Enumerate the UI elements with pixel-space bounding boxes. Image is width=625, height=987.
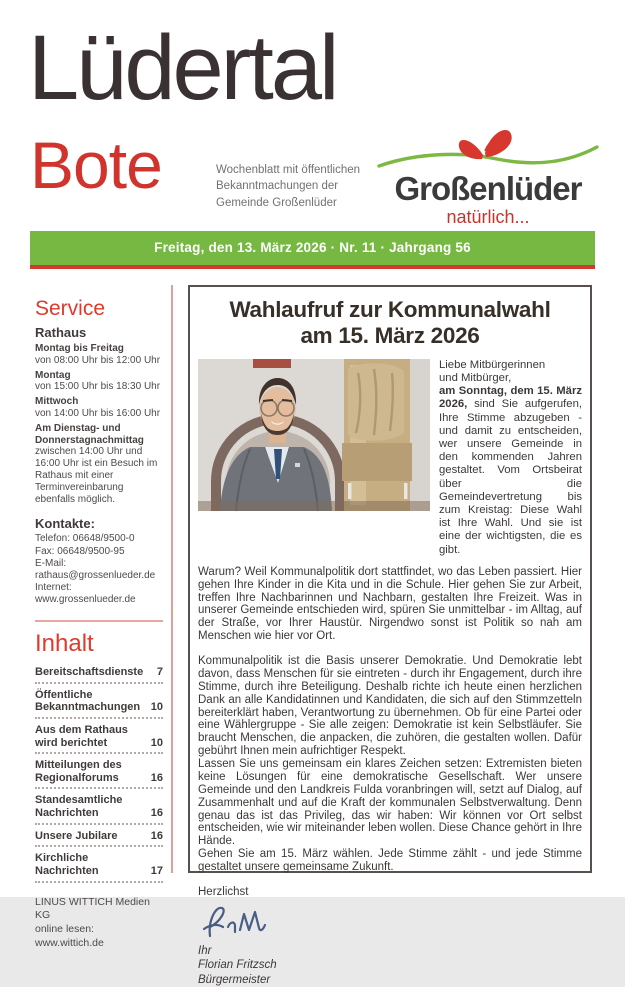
opening-hours-entry [35, 423, 163, 506]
contact-internet-label: Internet: [35, 582, 72, 594]
rathaus-heading: Rathaus [35, 325, 87, 341]
contact-email-address: rathaus@grossenlueder.de [35, 570, 156, 582]
toc-item-page: 16 [150, 829, 163, 842]
hours-day-label: Am Dienstag- und Donnerstagnachmittag [35, 422, 144, 446]
salutation-line: und Mitbürger, [439, 371, 512, 384]
paper-subtitle-line: Wochenblatt mit öffentlichen [216, 164, 361, 176]
toc-item-page: 10 [150, 736, 163, 749]
toc-item [35, 792, 163, 824]
toc-item [35, 722, 163, 754]
paper-subtitle-line: Bekanntmachungen der [216, 180, 339, 193]
article-paragraph: Warum? Weil Kommunalpolitik dort stattfindet, wo das Leben passiert. Hier gehen Ihre Kinder in die Kita und in die Schule. Hier gehen Sie zur Arbeit, treffen Ihre Nachbarinnen und Nachbarn, gestalten Ihre Freizeit. Was in unserer Gemeinde entschieden wird, spüren Sie unmittelbar - im Alltag, auf der Straße, vor Ihrer Haustür. Nirgendwo sonst ist Politik so nah am Menschen wie hier vor Ort. [198, 565, 582, 643]
paper-subtitle [216, 162, 360, 211]
toc-item-label: Kirchliche Nachrichten [35, 852, 99, 878]
hours-day-label: Mittwoch [35, 396, 79, 408]
contacts-heading: Kontakte: [35, 516, 95, 532]
sidebar [35, 285, 173, 949]
contact-email-label: E-Mail: [35, 557, 67, 569]
signoff-block [198, 944, 582, 987]
opening-hours-entry [35, 370, 163, 394]
content-area [35, 285, 592, 986]
signoff-title: Bürgermeister [198, 973, 271, 986]
article-intro [439, 359, 582, 557]
article-paragraph: Lassen Sie uns gemeinsam ein klares Zeichen setzen: Extremisten bieten keine Lösungen für eine demokratische Gesellschaft. Wer unsere Gemeinde und den Landkreis Fulda voranbringen will, setzt auf Dialog, auf Zusammenhalt und auf die Kraft der kommunalen Selbstverwaltung. Denn genau das ist das Privileg, das wir haben: Wir können vor Ort selbst entscheiden, wie wir miteinander leben wollen. Diese Chance gehört in Ihre Hände. [198, 758, 582, 848]
publisher-name: LINUS WITTICH Medien KG [35, 895, 150, 922]
publisher-online-link: online lesen: www.wittich.de [35, 922, 104, 949]
article-headline-line2: am 15. März 2026 [300, 322, 480, 348]
toc-item-page: 10 [150, 701, 163, 714]
toc-item [35, 850, 163, 882]
toc-item [35, 757, 163, 789]
article-headline-line1: Wahlaufruf zur Kommunalwahl [229, 297, 551, 322]
publisher-info [35, 886, 163, 951]
toc-heading: Inhalt [35, 629, 94, 657]
contact-phone: Telefon: 06648/9500-0 [35, 533, 135, 545]
municipality-logo [377, 126, 599, 227]
paper-title-line2: Bote [30, 128, 162, 202]
article-paragraph: Gehen Sie am 15. März wählen. Jede Stimme zählt - und jede Stimme gestaltet unsere gemeinsame Zukunft. [198, 848, 582, 874]
contact-fax: Fax: 06648/9500-95 [35, 545, 125, 557]
article-lead [198, 359, 582, 557]
hours-time: von 14:00 Uhr bis 16:00 Uhr [35, 408, 161, 420]
hours-time: zwischen 14:00 Uhr und 16:00 Uhr ist ein Besuch im Rathaus mit einer Terminvereinbarung ebenfalls möglich. [35, 446, 158, 505]
closing-word: Herzlichst [198, 885, 249, 898]
intro-text: sind Sie aufgerufen, Ihre Stimme abzugeben - und damit zu entscheiden, wer unsere Gemeinde in den kommenden Jahren gestaltet. Vom Ortsbeirat über die Gemeindevertretung bis zum Kreistag: Diese Wahl ist Ihre Wahl. Und sie ist eine der wichtigsten, die es gibt. [439, 398, 582, 556]
masthead [0, 0, 625, 231]
opening-hours-entry [35, 343, 163, 367]
hours-time: von 15:00 Uhr bis 18:30 Uhr [35, 381, 161, 393]
butterfly-swoosh-icon [377, 126, 599, 176]
toc-item-label: Aus dem Rathaus wird berichtet [35, 723, 128, 749]
logo-tagline: natürlich... [446, 206, 530, 227]
opening-hours-entry [35, 396, 163, 420]
toc-item-page: 17 [150, 865, 163, 878]
hours-time: von 08:00 Uhr bis 12:00 Uhr [35, 354, 161, 366]
main-article [188, 285, 592, 986]
signoff-ihr: Ihr [198, 944, 212, 957]
paper-title-line1: Lüdertal [28, 17, 337, 119]
paper-subtitle-line: Gemeinde Großenlüder [216, 196, 337, 209]
mayor-photo [198, 359, 430, 511]
toc-item-label: Bereitschaftsdienste [35, 665, 144, 678]
article-headline [198, 297, 582, 349]
service-heading: Service [35, 297, 106, 320]
hours-day-label: Montag bis Freitag [35, 343, 124, 355]
toc-item-label: Öffentliche Bekanntmachungen [35, 688, 141, 714]
salutation-line: Liebe Mitbürgerinnen [439, 358, 546, 371]
toc-item-label: Mitteilungen des Regionalforums [35, 759, 122, 784]
signoff-name: Florian Fritzsch [198, 959, 277, 972]
toc-item [35, 828, 163, 848]
election-date-bold: am Sonntag, dem 15. März 2026, [439, 385, 582, 411]
toc-item-page: 7 [156, 665, 163, 678]
contact-website: www.grossenlueder.de [35, 594, 136, 606]
toc-item-page: 16 [150, 807, 163, 820]
article-paragraph: Kommunalpolitik ist die Basis unserer Demokratie. Und Demokratie lebt davon, dass Menschen für sie eintreten - durch ihr Engagement, durch ihre Stimme, durch ihre Beteiligung. Deshalb richte ich heute einen herzlichen Dank an alle Kandidatinnen und Kandidaten, die sich auf den Stimmzetteln bereiterklärt haben, Verantwortung zu übernehmen. Ob für eine Partei oder eine Wählergruppe - Sie alle zeigen: Demokratie ist kein Selbstläufer. Sie braucht Menschen, die anpacken, die zuhören, die gestalten wollen. Dafür gebührt Ihnen mein aufrichtiger Respekt. [198, 655, 582, 758]
toc-item [35, 687, 163, 719]
toc-item-label: Unsere Jubilare [35, 829, 118, 842]
toc-item-label: Standesamtliche Nachrichten [35, 794, 123, 820]
signature-icon [200, 902, 274, 942]
sidebar-divider [35, 620, 163, 622]
issue-date-banner: Freitag, den 13. März 2026 · Nr. 11 · Jahrgang 56 [30, 231, 595, 269]
toc-item-page: 16 [150, 771, 163, 784]
logo-municipality-name: Großenlüder [394, 170, 582, 207]
toc-item [35, 664, 163, 684]
hours-day-label: Montag [35, 369, 71, 381]
